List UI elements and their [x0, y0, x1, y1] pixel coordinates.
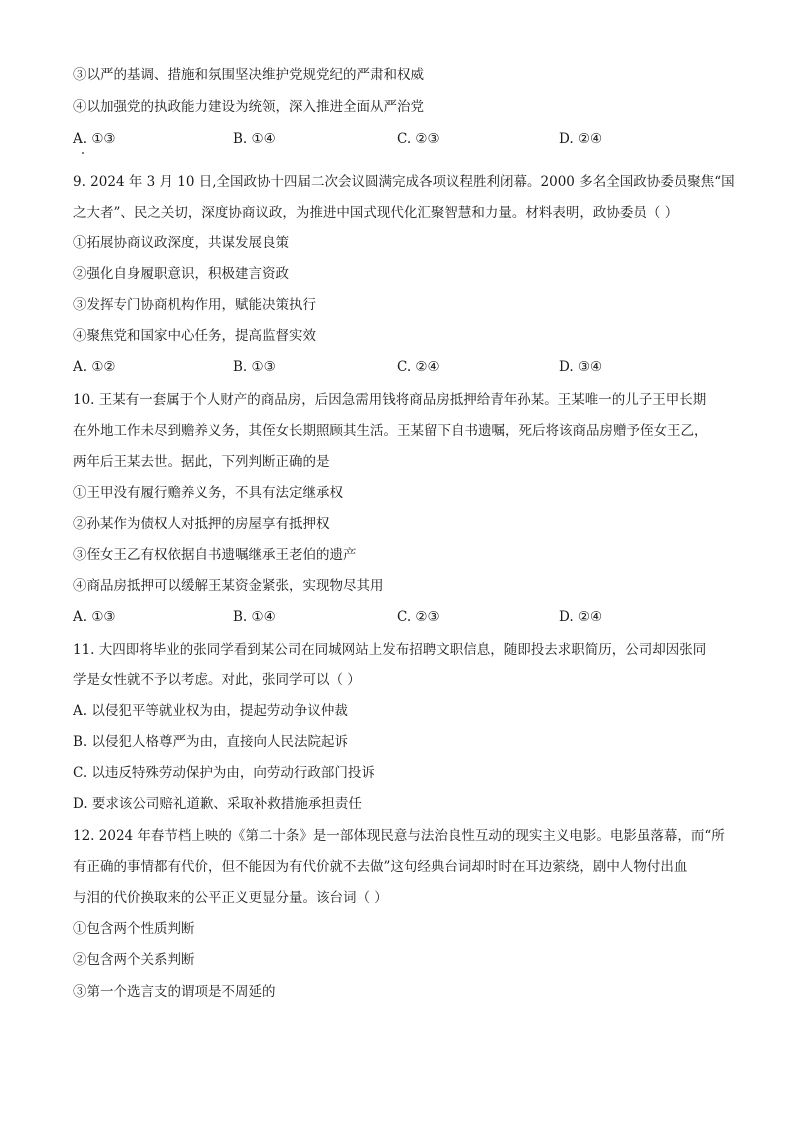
q12-statement-1: ①包含两个性质判断 — [73, 921, 195, 937]
prev-statement-4: ④以加强党的执政能力建设为统领，深入推进全面从严治党 — [73, 99, 424, 115]
q10-option-d[interactable]: D. ②④ — [559, 609, 603, 625]
q9-option-c[interactable]: C. ②④ — [397, 359, 440, 375]
q10-statement-2: ②孙某作为债权人对抵押的房屋享有抵押权 — [73, 516, 330, 532]
q12-stem-line-2: 有正确的事情都有代价，但不能因为有代价就不去做”这句经典台词却时时在耳边萦绕，剧中人物付出血 — [73, 859, 688, 875]
q9-options — [73, 358, 733, 376]
q12-stem-line-1: 12. 2024 年春节档上映的《第二十条》是一部体现民意与法治良性互动的现实主义电影。电影虽落幕，而“所 — [73, 828, 725, 844]
prev-option-b[interactable]: B. ①④ — [233, 131, 276, 147]
q10-statement-1: ①王甲没有履行赡养义务，不具有法定继承权 — [73, 485, 343, 501]
q10-options — [73, 608, 733, 626]
q9-option-b[interactable]: B. ①③ — [233, 359, 276, 375]
q9-option-a[interactable]: A. ①② — [73, 359, 116, 375]
q11-option-b[interactable]: B. 以侵犯人格尊严为由，直接向人民法院起诉 — [73, 734, 349, 750]
q10-statement-4: ④商品房抵押可以缓解王某资金紧张，实现物尽其用 — [73, 578, 384, 594]
q9-statement-3: ③发挥专门协商机构作用，赋能决策执行 — [73, 297, 316, 313]
q9-statement-2: ②强化自身履职意识，积极建言资政 — [73, 266, 289, 282]
q9-stem-line-1: 9. 2024 年 3 月 10 日,全国政协十四届二次会议圆满完成各项议程胜利闭幕。2000 多名全国政协委员聚焦“国 — [73, 174, 735, 190]
q12-statement-2: ②包含两个关系判断 — [73, 952, 195, 968]
q10-option-a[interactable]: A. ①③ — [73, 609, 116, 625]
q9-statement-4: ④聚焦党和国家中心任务，提高监督实效 — [73, 328, 316, 344]
prev-option-d[interactable]: D. ②④ — [559, 131, 603, 147]
q10-stem-line-1: 10. 王某有一套属于个人财产的商品房，后因急需用钱将商品房抵押给青年孙某。王某唯一的儿子王甲长期 — [73, 392, 707, 408]
prev-statement-3: ③以严的基调、措施和氛围坚决维护党规党纪的严肃和权威 — [73, 67, 424, 83]
q11-stem-line-1: 11. 大四即将毕业的张同学看到某公司在同城网站上发布招聘文职信息，随即投去求职简历，公司却因张同 — [73, 642, 707, 658]
stray-dot — [82, 152, 84, 154]
q11-option-c[interactable]: C. 以违反特殊劳动保护为由，向劳动行政部门投诉 — [73, 765, 375, 781]
q12-stem-line-3: 与泪的代价换取来的公平正义更显分量。该台词（ ） — [73, 890, 388, 906]
q11-option-d[interactable]: D. 要求该公司赔礼道歉、采取补救措施承担责任 — [73, 796, 362, 812]
q9-statement-1: ①拓展协商议政深度，共谋发展良策 — [73, 235, 289, 251]
q12-statement-3: ③第一个选言支的谓项是不周延的 — [73, 984, 276, 1000]
q9-option-d[interactable]: D. ③④ — [559, 359, 603, 375]
prev-options — [73, 130, 733, 148]
q10-statement-3: ③侄女王乙有权依据自书遗嘱继承王老伯的遗产 — [73, 547, 357, 563]
q10-stem-line-3: 两年后王某去世。据此，下列判断正确的是 — [73, 454, 330, 470]
q10-stem-line-2: 在外地工作未尽到赡养义务，其侄女长期照顾其生活。王某留下自书遗嘱，死后将该商品房赠予侄女王乙， — [73, 423, 708, 439]
q10-option-c[interactable]: C. ②③ — [397, 609, 440, 625]
q9-stem-line-2: 之大者”、民之关切，深度协商议政，为推进中国式现代化汇聚智慧和力量。材料表明，政协委员（ ） — [73, 205, 679, 221]
prev-option-a[interactable]: A. ①③ — [73, 131, 116, 147]
prev-option-c[interactable]: C. ②③ — [397, 131, 440, 147]
q11-stem-line-2: 学是女性就不予以考虑。对此，张同学可以（ ） — [73, 672, 361, 688]
q10-option-b[interactable]: B. ①④ — [233, 609, 276, 625]
q11-option-a[interactable]: A. 以侵犯平等就业权为由，提起劳动争议仲裁 — [73, 703, 348, 719]
